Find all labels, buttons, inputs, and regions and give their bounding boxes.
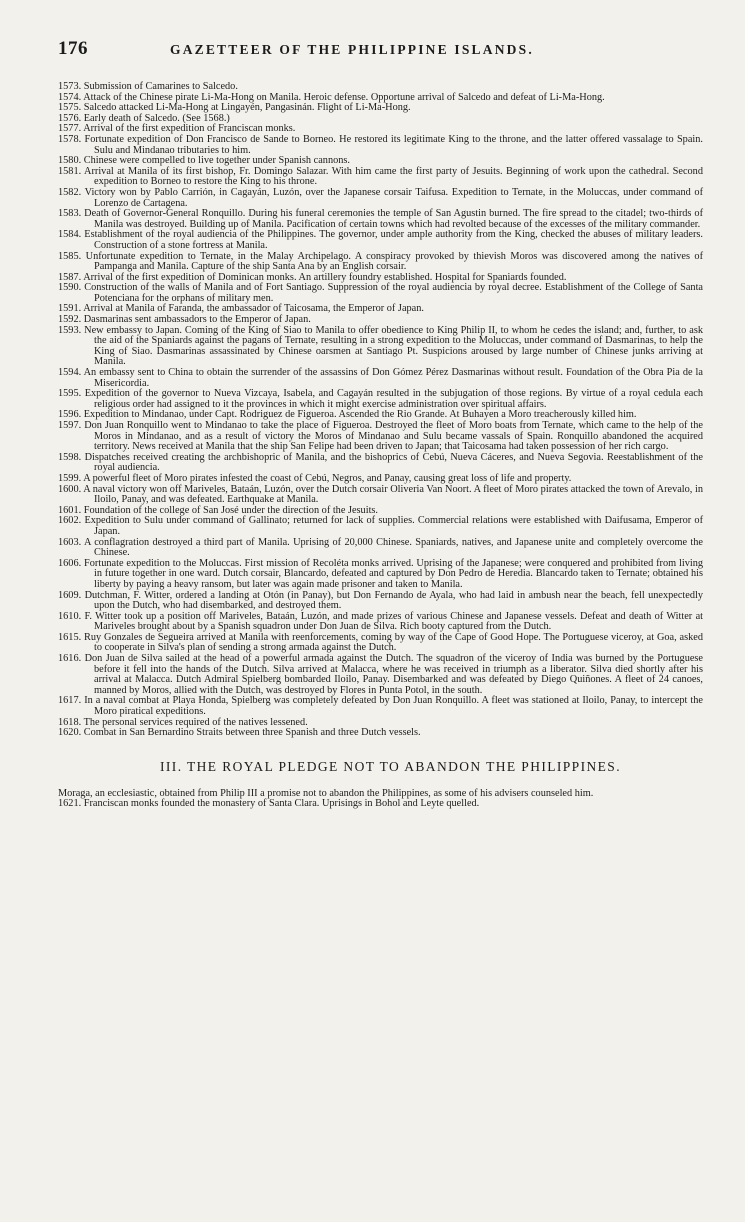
entry-year: 1592. [58, 314, 82, 326]
entry-text: New embassy to Japan. Coming of the King of Siao to Manila to offer obedience to King Philip II, to whom he cedes the island; and, further, to ask the aid of the Spaniards against the pagans of Ternate, resulting in a strong expedition to the Moluccas, under command of Dasmarinas, to help the King of Siao. Dasmarinas assassinated by Chinese oarsmen at Santiago Pt. Suspicions aroused by large number of Chinese junks arriving at Manila. [84, 324, 703, 368]
entry-text: A powerful fleet of Moro pirates infested the coast of Cebú, Negros, and Panay, causing great loss of life and property. [83, 472, 572, 484]
chronology-entry [58, 283, 703, 304]
chronology-entry [58, 188, 703, 209]
entry-text: Death of Governor-General Ronquillo. During his funeral ceremonies the temple of San Agustin burned. The fire spread to the citadel; two-thirds of Manila was destroyed. Building up of Manila. Pacification of certain towns which had revolted because of the excesses of the military commander. [84, 208, 703, 230]
chronology-entry [58, 654, 703, 696]
chronology-entry [58, 633, 703, 654]
entry-year: 1600. [58, 483, 82, 495]
entry-year: 1575. [58, 102, 82, 114]
entry-year: 1583. [58, 208, 82, 220]
chronology-entry [58, 612, 703, 633]
entry-year: 1587. [58, 271, 82, 283]
entry-text: Fortunate expedition of Don Francisco de Sande to Borneo. He restored its legitimate King to the throne, and the latter offered vassalage to Spain. Sulu and Mindanao tributaries to him. [84, 133, 703, 156]
entry-text: Establishment of the royal audiencia of the Philippines. The governor, under ample authority from the King, checked the abuses of military leaders. Construction of a stone fortress at Manila. [84, 229, 703, 251]
entry-text: Early death of Salcedo. (See 1568.) [83, 112, 230, 124]
entry-text: Expedition to Sulu under command of Gallinato; returned for lack of supplies. Commercial relations were established with Daifusama, Emperor of Japan. [84, 515, 703, 537]
entry-text: Expedition to Mindanao, under Capt. Rodriguez de Figueroa. Ascended the Rio Grande. At Buhayen a Moro treacherously killed him. [83, 409, 637, 421]
chronology-entry [58, 389, 703, 410]
entry-year: 1574. [58, 91, 82, 103]
entry-year: 1594. [58, 367, 82, 379]
entry-text: Moraga, an ecclesiastic, obtained from Philip III a promise not to abandon the Philippines, as some of his advisers counseled him. [58, 787, 594, 799]
entry-text: Arrival of the first expedition of Dominican monks. An artillery foundry established. Hospital for Spaniards founded. [83, 271, 567, 283]
entry-year: 1618. [58, 716, 82, 728]
chronology-entry [58, 421, 703, 453]
entry-year: 1596. [58, 409, 82, 421]
entry-year: 1582. [58, 186, 82, 198]
entry-year: 1595. [58, 388, 82, 400]
chronology-entry [58, 538, 703, 559]
chronology-entry [58, 485, 703, 506]
entry-text: Submission of Camarines to Salcedo. [83, 81, 238, 92]
section-heading: III. THE ROYAL PLEDGE NOT TO ABANDON THE PHILIPPINES. [160, 758, 621, 774]
entry-year: 1590. [58, 282, 82, 294]
section-chronology-list [58, 789, 703, 810]
entry-year: 1576. [58, 112, 82, 124]
chronology-entry [58, 230, 703, 251]
entry-text: Dasmarinas sent ambassadors to the Emperor of Japan. [83, 314, 311, 326]
entry-year: 1609. [58, 589, 82, 601]
entry-year: 1615. [58, 631, 82, 643]
entry-text: A conflagration destroyed a third part of Manila. Uprising of 20,000 Chinese. Spaniards, natives, and Japanese unite and completely overcome the Chinese. [83, 536, 703, 559]
entry-text: The personal services required of the natives lessened. [83, 716, 308, 728]
entry-year: 1610. [58, 610, 82, 622]
chronology-entry [58, 799, 703, 810]
chronology-entry [58, 326, 703, 368]
entry-year: 1617. [58, 695, 82, 707]
entry-year: 1580. [58, 155, 82, 167]
chronology-entry [58, 728, 703, 739]
entry-year: 1597. [58, 420, 82, 431]
chronology-entry [58, 696, 703, 717]
entry-text: Arrival of the first expedition of Franciscan monks. [83, 123, 296, 135]
entry-year: 1593. [58, 324, 82, 336]
entry-year: 1584. [58, 229, 82, 241]
entry-year: 1621. [58, 798, 82, 810]
entry-text: Don Juan de Silva sailed at the head of a powerful armada against the Dutch. The squadron of the viceroy of India was burned by the Portuguese before it fell into the hands of the Dutch. Silva arrived at Malacca, where he was received in triumph as a liberator. Silva died shortly after his arrival at Malacca. Dutch Admiral Spielberg bombarded Iloilo, Panay. Disembarked and was defeated by Diego Quiñones. A fleet of 24 canoes, manned by Moros, allied with the Dutch, was destroyed by Flores in Punta Potol, in the south. [84, 653, 703, 696]
chronology-entry [58, 135, 703, 156]
entry-text: Chinese were compelled to live together under Spanish cannons. [83, 155, 350, 167]
entry-text: Construction of the walls of Manila and of Fort Santiago. Suppression of the royal audiencia by royal decree. Establishment of the College of Santa Potenciana for the orphans of military men. [84, 282, 704, 304]
entry-year: 1599. [58, 472, 82, 484]
chronology-entry [58, 252, 703, 273]
entry-year: 1578. [58, 133, 82, 145]
entry-text: Arrival at Manila of its first bishop, Fr. Domingo Salazar. With him came the first party of Jesuits. Beginning of work upon the cathedral. Second expedition to Borneo to restore the King to his throne. [84, 165, 703, 188]
entry-text: In a naval combat at Playa Honda, Spielberg was completely defeated by Don Juan Ronquillo. A fleet was stationed at Iloilo, Panay, to intercept the Moro piratical expeditions. [84, 695, 703, 718]
entry-text: Franciscan monks founded the monastery of Santa Clara. Uprisings in Bohol and Leyte quelled. [83, 798, 480, 810]
chronology-entry [58, 516, 703, 537]
page-number: 176 [58, 38, 88, 59]
entry-year: 1573. [58, 81, 82, 92]
entry-text: Foundation of the college of San José under the direction of the Jesuits. [83, 504, 379, 516]
entry-year: 1606. [58, 557, 82, 569]
chronology-entry [58, 453, 703, 474]
chronology-list [58, 82, 703, 739]
entry-text: Don Juan Ronquillo went to Mindanao to take the place of Figueroa. Destroyed the fleet of Moro boats from Ternate, which came to the help of the Moros in Mindanao, and as a result of victory the Moros of Mindanao and Sulu became vassals of Spain. Ronquillo abandoned the acquired territory. News received at Manila that the ship San Felipe had been driven to Japan; that Taicosama had taken possession of her rich cargo. [84, 420, 703, 453]
entry-text: Combat in San Bernardino Straits between three Spanish and three Dutch vessels. [83, 727, 421, 739]
chronology-entry [58, 368, 703, 389]
entry-text: Victory won by Pablo Carrión, in Cagayán, Luzón, over the Japanese corsair Taifusa. Expedition to Ternate, in the Moluccas, under command of Lorenzo de Cartagena. [84, 186, 703, 209]
entry-text: Dispatches received creating the archbishopric of Manila, and the bishoprics of Cebú, Nueva Cáceres, and Nueva Segovia. Reestablishment of the royal audiencia. [84, 451, 703, 474]
entry-text: Ruy Gonzales de Segueira arrived at Manila with reenforcements, coming by way of the Cape of Good Hope. The Portuguese viceroy, at Goa, asked to cooperate in Silva's plan of sending a strong armada against the Dutch. [84, 631, 703, 654]
chronology-entry [58, 559, 703, 591]
entry-year: 1577. [58, 123, 82, 135]
entry-text: Dutchman, F. Witter, ordered a landing at Otón (in Panay), but Don Fernando de Ayala, who had laid in ambush near the beach, fell unexpectedly upon the Dutch, who had disembarked, and destroyed them. [84, 589, 703, 612]
entry-year: 1601. [58, 504, 82, 516]
entry-text: An embassy sent to China to obtain the surrender of the assassins of Don Gómez Pérez Dasmarinas without result. Foundation of the Obra Pia de la Misericordia. [83, 367, 703, 389]
entry-text: Unfortunate expedition to Ternate, in the Malay Archipelago. A conspiracy provoked by thievish Moros was discovered among the natives of Pampanga and Manila. Capture of the ship Santa Ana by an English corsair. [85, 250, 704, 273]
entry-year: 1602. [58, 515, 82, 527]
entry-text: Fortunate expedition to the Moluccas. First mission of Recoléta monks arrived. Uprising of the Japanese; were conquered and prohibited from living in future together in one ward. Dutch corsair, Blancardo, defeated and captured by Don Pedro de Heredia. Blancardo taken to Ternate; obtained his liberty by paying a heavy ransom, but later was again made prisoner and taken to Manila. [84, 557, 704, 590]
entry-year: 1620. [58, 727, 82, 739]
entry-text: Salcedo attacked Li-Ma-Hong at Lingayén, Pangasinán. Flight of Li-Ma-Hong. [83, 102, 411, 114]
entry-year: 1591. [58, 303, 82, 315]
entry-year: 1585. [58, 250, 82, 262]
entry-year: 1616. [58, 653, 82, 665]
running-title: GAZETTEER OF THE PHILIPPINE ISLANDS. [170, 42, 534, 57]
chronology-entry [58, 167, 703, 188]
entry-text: A naval victory won off Mariveles, Bataán, Luzón, over the Dutch corsair Oliveria Van Noort. A fleet of Moro pirates attacked the town of Arevalo, in Iloilo, Panay, and was defeated. Earthquake at Manila. [83, 483, 703, 506]
chronology-entry [58, 209, 703, 230]
entry-year: 1598. [58, 451, 82, 463]
chronology-entry [58, 591, 703, 612]
entry-text: Expedition of the governor to Nueva Vizcaya, Isabela, and Cagayán resulted in the subjugation of those regions. By virtue of a royal cedula each religious order had assigned to it the provinces in which it might exercise administration over spiritual affairs. [84, 388, 704, 410]
entry-year: 1581. [58, 165, 82, 177]
entry-text: Arrival at Manila of Faranda, the ambassador of Taicosama, the Emperor of Japan. [83, 303, 424, 315]
entry-text: Attack of the Chinese pirate Li-Ma-Hong on Manila. Heroic defense. Opportune arrival of Salcedo and defeat of Li-Ma-Hong. [83, 91, 605, 103]
entry-text: F. Witter took up a position off Mariveles, Bataán, Luzón, and made prizes of various Chinese and Japanese vessels. Defeat and death of Witter at Mariveles brought about by a Spanish squadron under Don Juan de Silva. Rich booty captured from the Dutch. [84, 610, 703, 633]
page-header [58, 38, 703, 72]
entry-year: 1603. [58, 536, 82, 548]
